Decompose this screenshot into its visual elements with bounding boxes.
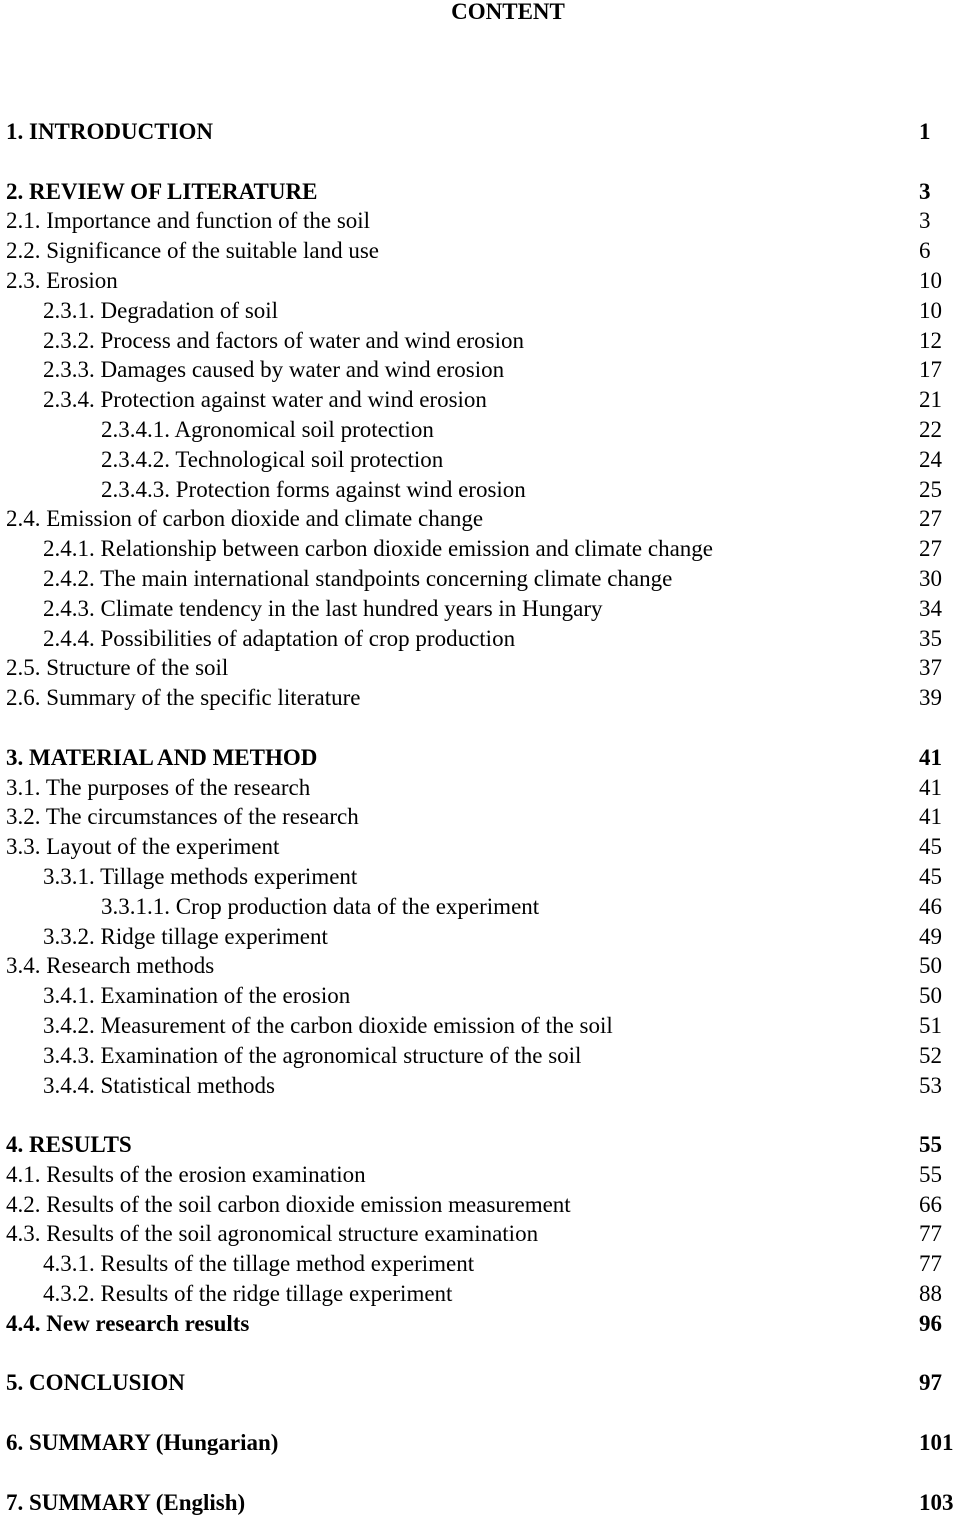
toc-entry-page-number: 77 [919, 1221, 942, 1247]
toc-entry-label: 3. MATERIAL AND METHOD [6, 744, 318, 770]
toc-entry [0, 1011, 960, 1041]
toc-entry-page-number: 30 [919, 565, 942, 591]
toc-entry [0, 832, 960, 862]
toc-entry-label: 1. INTRODUCTION [6, 119, 214, 144]
toc-entry-label: 2.3.4.3. Protection forms against wind erosion [101, 476, 526, 502]
toc-entry-label: 4.4. New research results [6, 1310, 250, 1336]
toc-entry-page-number: 51 [919, 1012, 942, 1038]
toc-entry-page-number: 21 [919, 387, 942, 413]
toc-entry [0, 773, 960, 803]
toc-entry-page-number: 34 [919, 595, 942, 621]
toc-entry-page-number: 97 [919, 1370, 942, 1396]
toc-entry-label: 2.4.1. Relationship between carbon dioxide emission and climate change [43, 536, 714, 562]
toc-entry-label: 4.3.2. Results of the ridge tillage experiment [43, 1281, 453, 1307]
toc-entry [0, 653, 960, 683]
toc-entry-page-number: 96 [919, 1310, 942, 1336]
toc-entry-page-number: 39 [919, 685, 942, 711]
toc-entry [0, 415, 960, 445]
toc-entry-label: 2.3.4.2. Technological soil protection [101, 446, 444, 472]
toc-entry [0, 594, 960, 624]
toc-entry-page-number: 55 [919, 1161, 942, 1187]
toc-entry-label: 2.4. Emission of carbon dioxide and climate change [6, 506, 484, 532]
toc-entry-page-number: 24 [919, 446, 942, 472]
toc-entry-label: 3.4.4. Statistical methods [43, 1072, 275, 1098]
toc-entry-page-number: 101 [919, 1430, 954, 1456]
toc-entry-label: 4.2. Results of the soil carbon dioxide emission measurement [6, 1191, 571, 1217]
toc-entry [0, 1041, 960, 1071]
toc-entry [0, 177, 960, 207]
toc-entry [0, 445, 960, 475]
toc-entry-page-number: 37 [919, 655, 942, 681]
toc-entry-label: 2.5. Structure of the soil [6, 655, 229, 681]
toc-entry-label: 2.3.4. Protection against water and wind erosion [43, 387, 487, 413]
toc-entry [0, 624, 960, 654]
toc-entry [0, 355, 960, 385]
toc-entry [0, 862, 960, 892]
toc-entry-page-number: 41 [919, 744, 942, 770]
toc-entry-label: 5. CONCLUSION [6, 1370, 185, 1396]
toc-entry-label: 4.3.1. Results of the tillage method experiment [43, 1251, 475, 1277]
toc-entry-page-number: 45 [919, 863, 942, 889]
toc-entry-label: 6. SUMMARY (Hungarian) [6, 1430, 279, 1456]
toc-entry-label: 2.3.2. Process and factors of water and wind erosion [43, 327, 524, 353]
toc-entry-label: 3.2. The circumstances of the research [6, 804, 359, 830]
toc-entry-page-number: 41 [919, 804, 942, 830]
toc-entry-page-number: 66 [919, 1191, 942, 1217]
toc-entry-page-number: 12 [919, 327, 942, 353]
toc-entry [0, 1428, 960, 1458]
toc-entry [0, 802, 960, 832]
toc-entry-label: 2.2. Significance of the suitable land use [6, 238, 380, 264]
toc-entry-label: 2.6. Summary of the specific literature [6, 685, 361, 711]
toc-entry-label: 2.1. Importance and function of the soil [6, 208, 371, 234]
toc-entry-page-number: 17 [919, 357, 942, 383]
toc-entry [0, 1071, 960, 1101]
toc-entry [0, 1488, 960, 1517]
toc-entry-label: 2.4.4. Possibilities of adaptation of crop production [43, 625, 516, 651]
toc-entry [0, 1219, 960, 1249]
toc-entry [0, 385, 960, 415]
toc-entry [0, 892, 960, 922]
toc-entry-label: 3.3.2. Ridge tillage experiment [43, 923, 328, 949]
toc-entry [0, 117, 960, 147]
toc-entry-page-number: 3 [919, 208, 931, 234]
toc-entry [0, 296, 960, 326]
toc-entry-page-number: 41 [919, 774, 942, 800]
toc-entry [0, 475, 960, 505]
toc-entry-page-number: 10 [919, 297, 942, 323]
toc-entry [0, 1279, 960, 1309]
toc-entry-page-number: 88 [919, 1281, 942, 1307]
toc-entry [0, 1368, 960, 1398]
toc-entry-label: 2. REVIEW OF LITERATURE [6, 178, 318, 204]
toc-entry-label: 2.3.3. Damages caused by water and wind erosion [43, 357, 505, 383]
toc-entry [0, 981, 960, 1011]
toc-entry [0, 534, 960, 564]
toc-entry-label: 7. SUMMARY (English) [6, 1489, 246, 1515]
toc-entry-label: 3.3.1. Tillage methods experiment [43, 863, 358, 889]
toc-entry-label: 2.3. Erosion [6, 267, 118, 293]
toc-entry-label: 2.3.4.1. Agronomical soil protection [101, 416, 434, 442]
toc-entry-label: 3.4.3. Examination of the agronomical structure of the soil [43, 1042, 582, 1068]
toc-entry-page-number: 22 [919, 416, 942, 442]
toc-entry-page-number: 77 [919, 1251, 942, 1277]
toc-entry-page-number: 1 [919, 119, 931, 144]
toc-entry [0, 564, 960, 594]
toc-entry-label: 2.4.2. The main international standpoints concerning climate change [43, 565, 673, 591]
toc-entry [0, 951, 960, 981]
toc-entry-page-number: 10 [919, 267, 942, 293]
toc-entry [0, 1190, 960, 1220]
toc-entry-page-number: 6 [919, 238, 931, 264]
toc-entry-label: 4. RESULTS [6, 1132, 132, 1158]
toc-entry [0, 206, 960, 236]
toc-entry [0, 1309, 960, 1339]
toc-entry-label: 2.3.1. Degradation of soil [43, 297, 279, 323]
toc-entry-label: 3.1. The purposes of the research [6, 774, 311, 800]
toc-entry-page-number: 46 [919, 893, 942, 919]
toc-entry-page-number: 3 [919, 178, 931, 204]
toc-entry-page-number: 27 [919, 506, 942, 532]
toc-entry [0, 1160, 960, 1190]
toc-entry-label: 3.3. Layout of the experiment [6, 834, 280, 860]
toc-entry [0, 236, 960, 266]
toc-entry-page-number: 103 [919, 1489, 954, 1515]
toc-entry [0, 922, 960, 952]
toc-entry [0, 1130, 960, 1160]
table-of-contents [0, 117, 960, 1517]
toc-entry-label: 3.4.2. Measurement of the carbon dioxide emission of the soil [43, 1012, 613, 1038]
toc-entry-label: 3.3.1.1. Crop production data of the experiment [101, 893, 540, 919]
toc-entry-page-number: 50 [919, 953, 942, 979]
toc-entry-page-number: 45 [919, 834, 942, 860]
toc-entry-page-number: 53 [919, 1072, 942, 1098]
toc-entry-label: 3.4. Research methods [6, 953, 215, 979]
toc-entry [0, 1249, 960, 1279]
toc-entry [0, 504, 960, 534]
toc-entry-page-number: 52 [919, 1042, 942, 1068]
toc-entry-label: 2.4.3. Climate tendency in the last hundred years in Hungary [43, 595, 603, 621]
toc-entry-page-number: 27 [919, 536, 942, 562]
toc-entry-label: 4.1. Results of the erosion examination [6, 1161, 366, 1187]
toc-entry-page-number: 55 [919, 1132, 942, 1158]
toc-entry-page-number: 50 [919, 983, 942, 1009]
toc-entry [0, 326, 960, 356]
toc-entry [0, 266, 960, 296]
toc-entry-page-number: 25 [919, 476, 942, 502]
toc-entry-page-number: 35 [919, 625, 942, 651]
toc-entry-page-number: 49 [919, 923, 942, 949]
toc-entry-label: 4.3. Results of the soil agronomical structure examination [6, 1221, 539, 1247]
toc-entry [0, 743, 960, 773]
toc-entry [0, 683, 960, 713]
page-title: CONTENT [451, 0, 565, 24]
toc-entry-label: 3.4.1. Examination of the erosion [43, 983, 351, 1009]
